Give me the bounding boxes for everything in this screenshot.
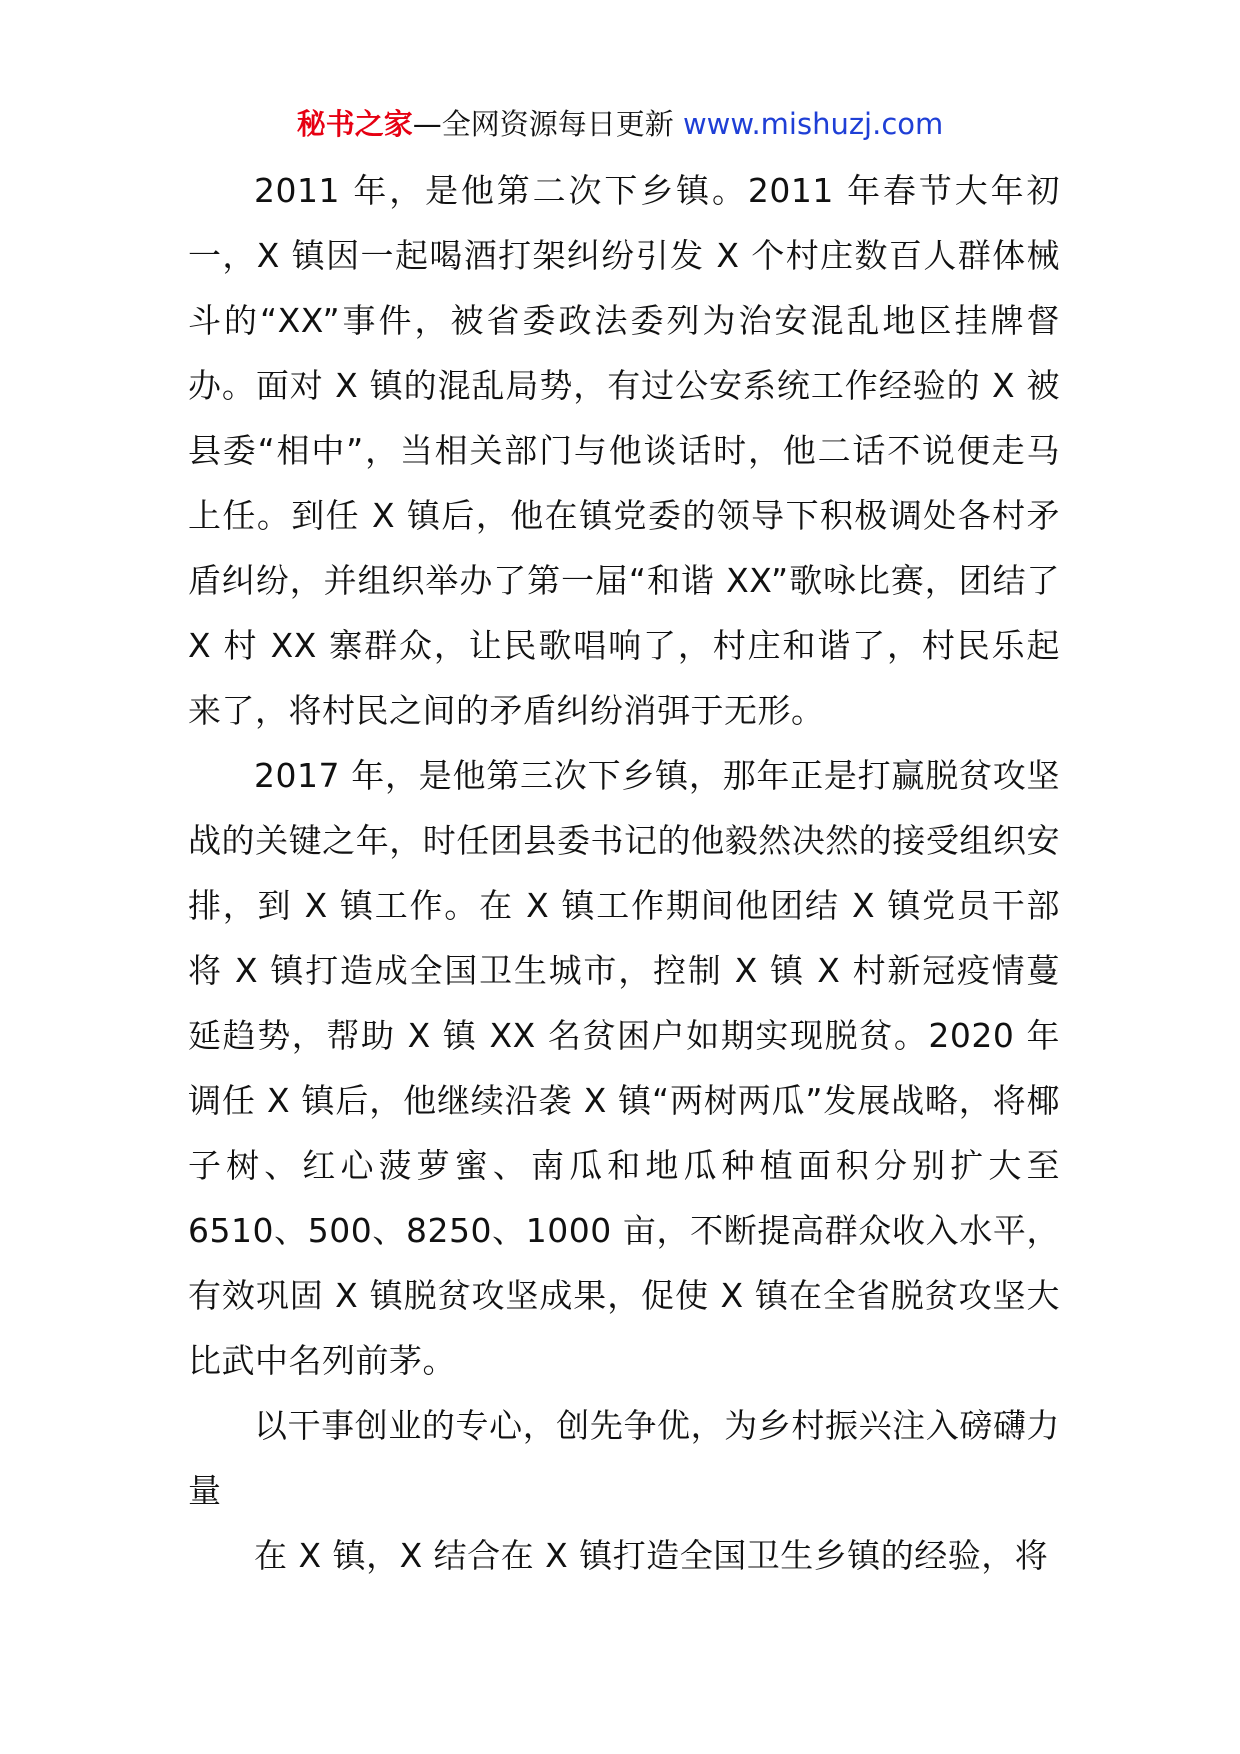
site-url-link[interactable]: www.mishuzj.com <box>682 107 944 141</box>
paragraph: 在 X 镇，X 结合在 X 镇打造全国卫生乡镇的经验，将 <box>254 1536 1049 1575</box>
site-slogan: —全网资源每日更新 <box>412 107 683 141</box>
paragraph: 2017 年，是他第三次下乡镇，那年正是打赢脱贫攻坚战的关键之年，时任团县委书记的他毅然决然的接受组织安排，到 X 镇工作。在 X 镇工作期间他团结 X 镇党员干部将 X 镇打造成全国卫生城市，控制 X 镇 X 村新冠疫情蔓延趋势，帮助 X 镇 XX 名贫困户如期实现脱贫。2020 年调任 X 镇后，他继续沿袭 X 镇“两树两瓜”发展战略，将椰子树、红心菠萝蜜、南瓜和地瓜种植面积分别扩大至 6510、500、8250、1000 亩，不断提高群众收入水平，有效巩固 X 镇脱贫攻坚成果，促使 X 镇在全省脱贫攻坚大比武中名列前茅。 <box>188 756 1060 1380</box>
section-heading: 以干事创业的专心，创先争优，为乡村振兴注入磅礴力量 <box>188 1406 1060 1510</box>
document-body <box>188 158 1060 1588</box>
site-header <box>0 102 1240 146</box>
paragraph: 2011 年，是他第二次下乡镇。2011 年春节大年初一，X 镇因一起喝酒打架纠纷引发 X 个村庄数百人群体械斗的“XX”事件，被省委政法委列为治安混乱地区挂牌督办。面对 X 镇的混乱局势，有过公安系统工作经验的 X 被县委“相中”，当相关部门与他谈话时，他二话不说便走马上任。到任 X 镇后，他在镇党委的领导下积极调处各村矛盾纠纷，并组织举办了第一届“和谐 XX”歌咏比赛，团结了 X 村 XX 寨群众，让民歌唱响了，村庄和谐了，村民乐起来了，将村民之间的矛盾纠纷消弭于无形。 <box>188 171 1060 730</box>
site-brand: 秘书之家 <box>296 107 413 141</box>
